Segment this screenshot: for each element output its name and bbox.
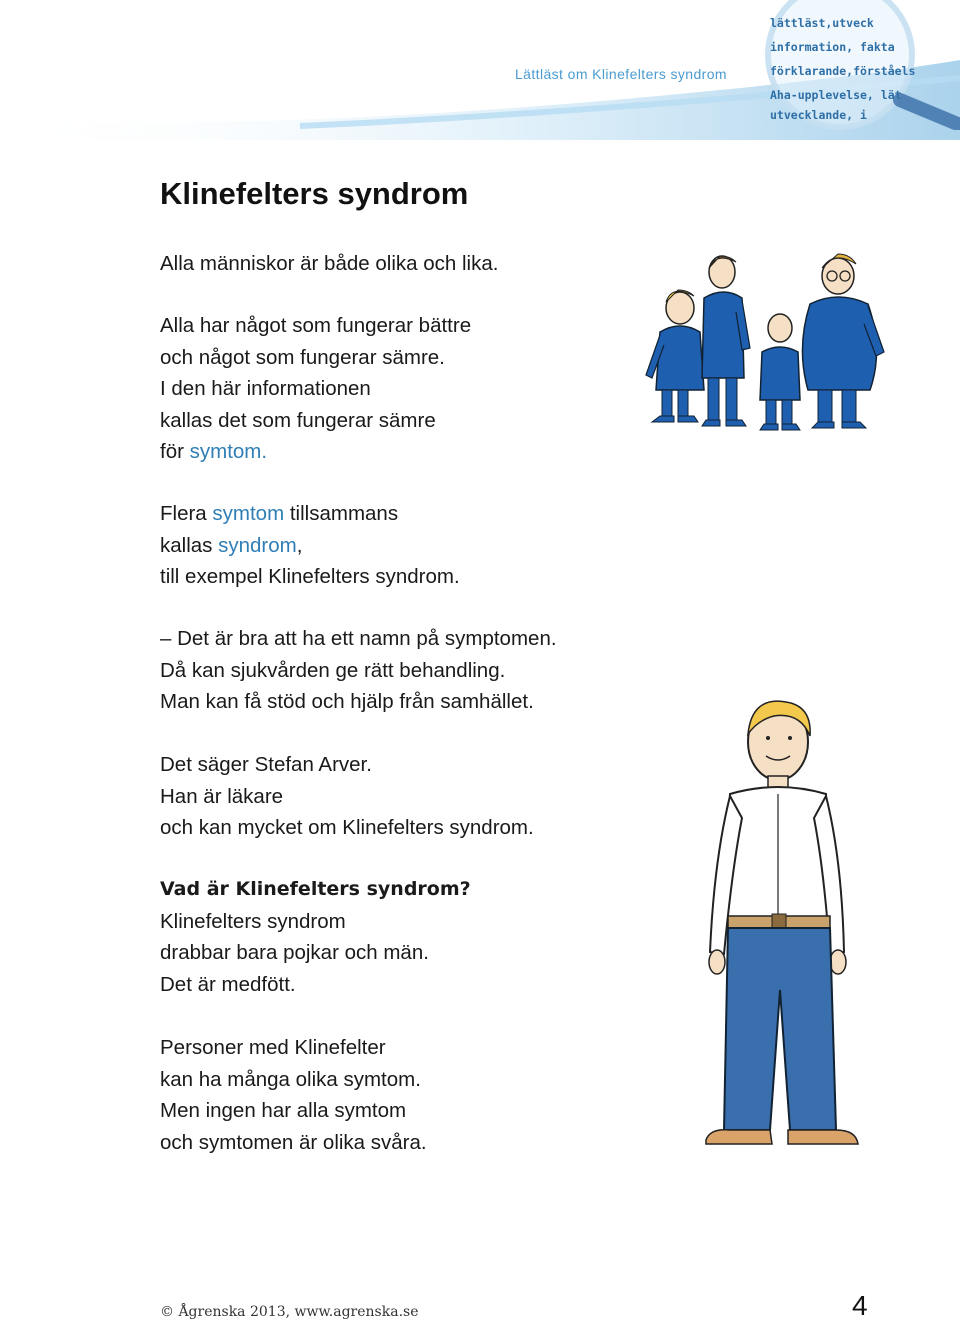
person-figure [802, 254, 884, 428]
text-line: Då kan sjukvården ge rätt behandling. [160, 658, 506, 682]
text-line [160, 436, 471, 468]
text-line: – Det är bra att ha ett namn på symptomen. [160, 627, 557, 650]
lens-word-5: utvecklande, i [770, 108, 867, 122]
text-line: Han är läkare [160, 784, 284, 808]
page-title: Klinefelters syndrom [160, 176, 469, 211]
text-line: och kan mycket om Klinefelters syndrom. [160, 816, 534, 839]
paragraph-intro [160, 248, 498, 280]
text-line: Personer med Klinefelter [160, 1036, 386, 1059]
page-number: 4 [852, 1290, 868, 1321]
paragraph-many-symptoms [160, 1032, 427, 1158]
text-line: kallas det som fungerar sämre [160, 408, 436, 432]
text-line: Det är medfött. [160, 972, 296, 996]
standing-man-illustration [690, 690, 870, 1160]
text-line: Det säger Stefan Arver. [160, 753, 372, 776]
lens-word-2: information, fakta [770, 40, 895, 54]
text-line: kan ha många olika symtom. [160, 1067, 421, 1091]
highlight-term-symtom: symtom [212, 502, 285, 525]
text-line: och något som fungerar sämre. [160, 345, 445, 369]
person-figure [646, 290, 704, 422]
text-fragment: för [160, 440, 190, 463]
header-title: Lättläst om Klinefelters syndrom [515, 66, 727, 82]
text-line: drabbar bara pojkar och män. [160, 941, 429, 964]
text-line: till exempel Klinefelters syndrom. [160, 565, 460, 588]
paragraph-symptoms [160, 310, 471, 468]
lens-word-1: lättläst,utveck [770, 16, 874, 30]
text-line: Alla har något som fungerar bättre [160, 314, 472, 337]
highlight-term-symtom: symtom. [189, 440, 268, 463]
text-fragment: Flera [160, 502, 213, 525]
text-line [160, 530, 460, 562]
lens-word-4: Aha-upplevelse, lät [770, 88, 902, 102]
group-of-people-illustration [638, 240, 888, 450]
text-fragment: , [296, 533, 303, 557]
text-line: Men ingen har alla symtom [160, 1099, 407, 1122]
text-line: och symtomen är olika svåra. [160, 1130, 427, 1154]
footer-copyright: © Ågrenska 2013, www.agrenska.se [160, 1304, 419, 1320]
paragraph-syndrome [160, 498, 460, 593]
lens-word-3: förklarande,förståels [770, 64, 916, 78]
highlight-term-syndrom: syndrom [218, 533, 297, 557]
text-line: Alla människor är både olika och lika. [160, 252, 499, 275]
text-line: I den här informationen [160, 377, 371, 400]
text-fragment: kallas [160, 533, 219, 557]
text-fragment: tillsammans [284, 502, 399, 525]
paragraph-what-is [160, 874, 471, 1000]
paragraph-doctor [160, 749, 534, 844]
person-figure [760, 314, 800, 430]
paragraph-quote [160, 623, 557, 718]
text-line: Klinefelters syndrom [160, 909, 346, 933]
text-line: Man kan få stöd och hjälp från samhället. [160, 690, 534, 713]
person-figure [702, 256, 750, 426]
text-line [160, 498, 460, 530]
section-heading: Vad är Klinefelters syndrom? [160, 878, 471, 900]
